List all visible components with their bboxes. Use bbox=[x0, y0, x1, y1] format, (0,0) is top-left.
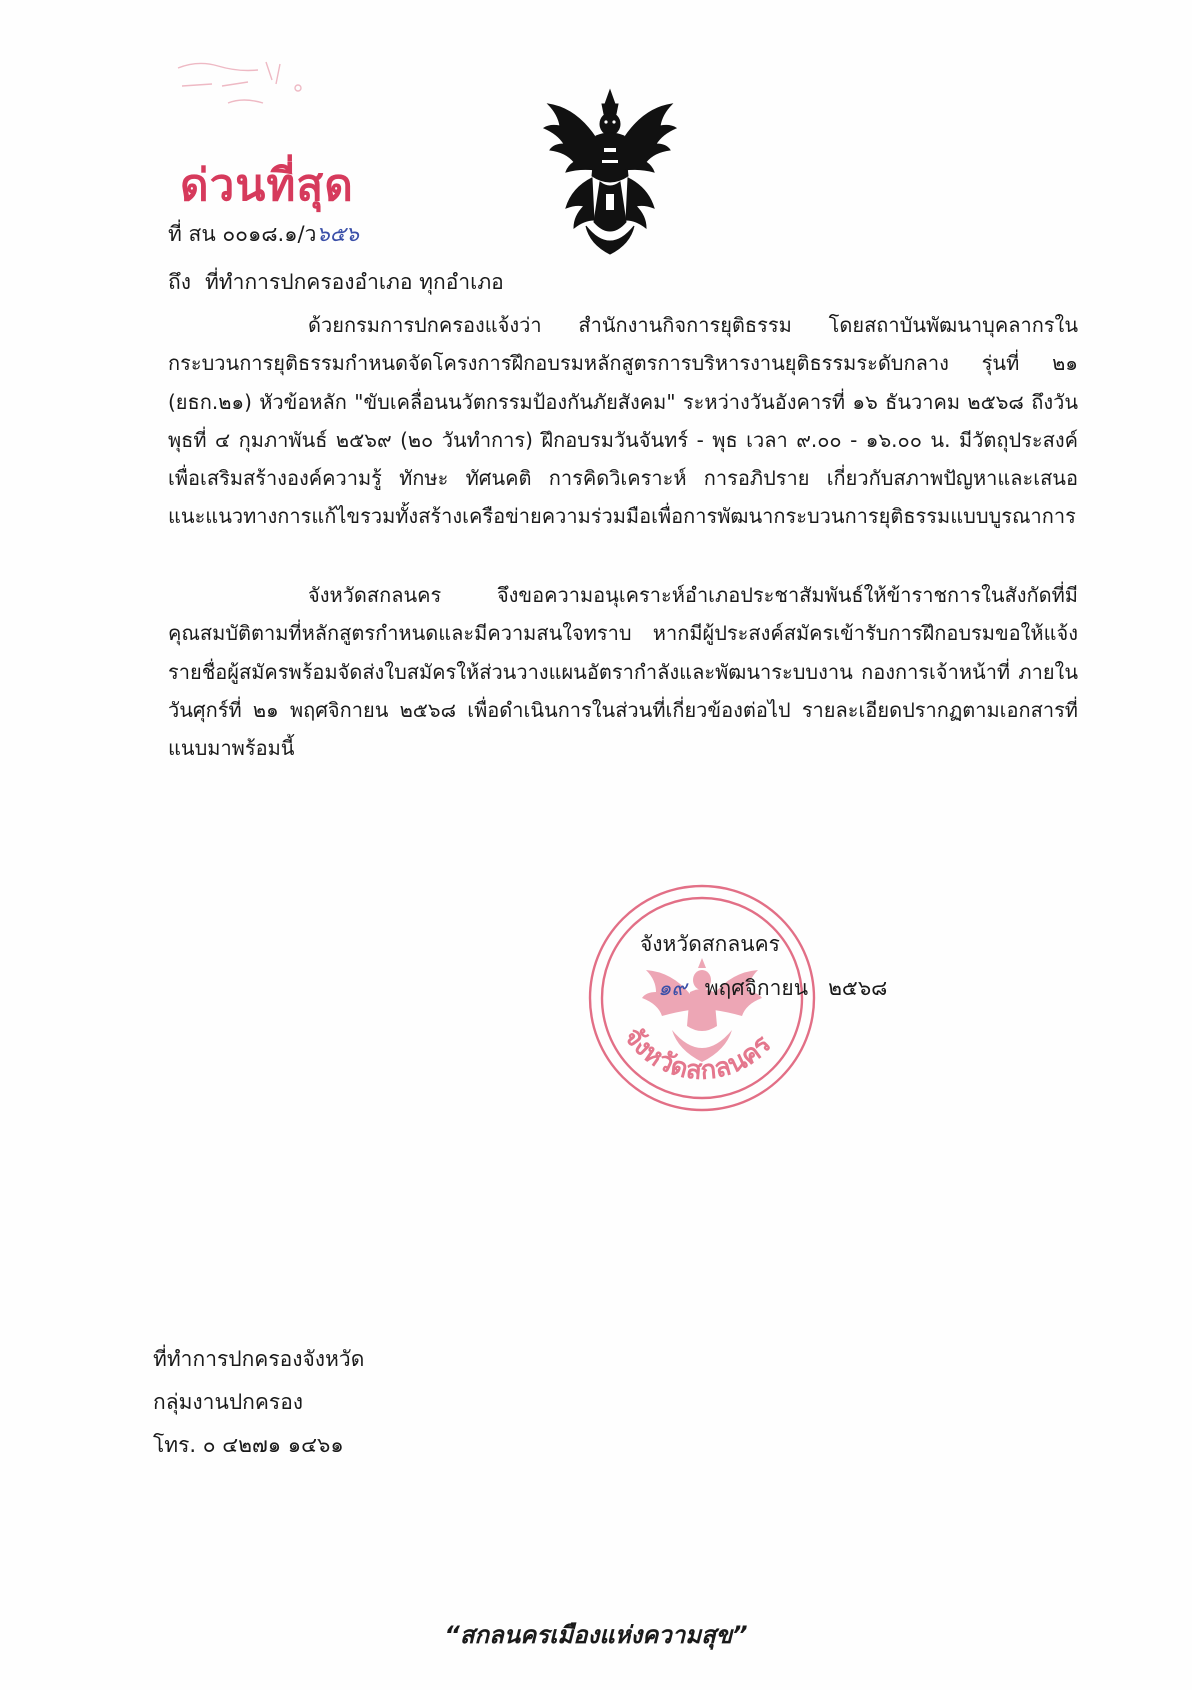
reference-number bbox=[168, 218, 359, 251]
office-phone: โทร. ๐ ๔๒๗๑ ๑๔๖๑ bbox=[153, 1433, 344, 1457]
date-day: ๑๙ bbox=[658, 976, 687, 1000]
province-motto: “สกลนครเมืองแห่งความสุข” bbox=[444, 1621, 748, 1649]
garuda-emblem-icon bbox=[540, 86, 680, 256]
office-line-1: ที่ทำการปกครองจังหวัด bbox=[153, 1347, 365, 1371]
office-block bbox=[153, 1338, 364, 1467]
provincial-seal-icon bbox=[572, 880, 832, 1130]
office-line-2: กลุ่มงานปกครอง bbox=[153, 1390, 304, 1414]
date-line bbox=[658, 972, 887, 1005]
recipient-line bbox=[168, 266, 504, 299]
date-year: ๒๕๖๘ bbox=[828, 976, 888, 1000]
reference-label: ที่ สน ๐๐๑๘.๑/ว bbox=[168, 222, 317, 246]
to-label: ถึง bbox=[168, 270, 191, 294]
signer-name: จังหวัดสกลนคร bbox=[640, 932, 780, 956]
recipient: ที่ทำการปกครองอำเภอ ทุกอำเภอ bbox=[204, 270, 504, 294]
receipt-stamp-icon bbox=[168, 48, 328, 118]
date-month: พฤศจิกายน bbox=[704, 976, 809, 1000]
body-paragraph-1: ด้วยกรมการปกครองแจ้งว่า สำนักงานกิจการยุติธรรม โดยสถาบันพัฒนาบุคลากรในกระบวนการยุติธรรมกำหนดจัดโครงการฝึกอบรมหลักสูตรการบริหารงานยุติธรรมระดับกลาง รุ่นที่ ๒๑ (ยธก.๒๑) หัวข้อหลัก "ขับเคลื่อนนวัตกรรมป้องกันภัยสังคม" ระหว่างวันอังคารที่ ๑๖ ธันวาคม ๒๕๖๘ ถึงวันพุธที่ ๔ กุมภาพันธ์ ๒๕๖๙ (๒๐ วันทำการ) ฝึกอบรมวันจันทร์ - พุธ เวลา ๙.๐๐ - ๑๖.๐๐ น. มีวัตถุประสงค์เพื่อเสริมสร้างองค์ความรู้ ทักษะ ทัศนคติ การคิดวิเคราะห์ การอภิปราย เกี่ยวกับสภาพปัญหาและเสนอแนะแนวทางการแก้ไขรวมทั้งสร้างเครือข่ายความร่วมมือเพื่อการพัฒนากระบวนการยุติธรรมแบบบูรณาการ bbox=[168, 313, 1078, 529]
seal-text: จังหวัดสกลนคร bbox=[617, 1022, 778, 1087]
urgency-label: ด่วนที่สุด bbox=[180, 160, 354, 211]
body-paragraph-2: จังหวัดสกลนคร จึงขอความอนุเคราะห์อำเภอประชาสัมพันธ์ให้ข้าราชการในสังกัดที่มีคุณสมบัติตามที่หลักสูตรกำหนดและมีความสนใจทราบ หากมีผู้ประสงค์สมัครเข้ารับการฝึกอบรมขอให้แจ้งรายชื่อผู้สมัครพร้อมจัดส่งใบสมัครให้ส่วนวางแผนอัตรากำลังและพัฒนาระบบงาน กองการเจ้าหน้าที่ ภายในวันศุกร์ที่ ๒๑ พฤศจิกายน ๒๕๖๘ เพื่อดำเนินการในส่วนที่เกี่ยวข้องต่อไป รายละเอียดปรากฏตามเอกสารที่แนบมาพร้อมนี้ bbox=[168, 583, 1078, 761]
handwritten-reference: ๖๕๖ bbox=[316, 222, 359, 246]
